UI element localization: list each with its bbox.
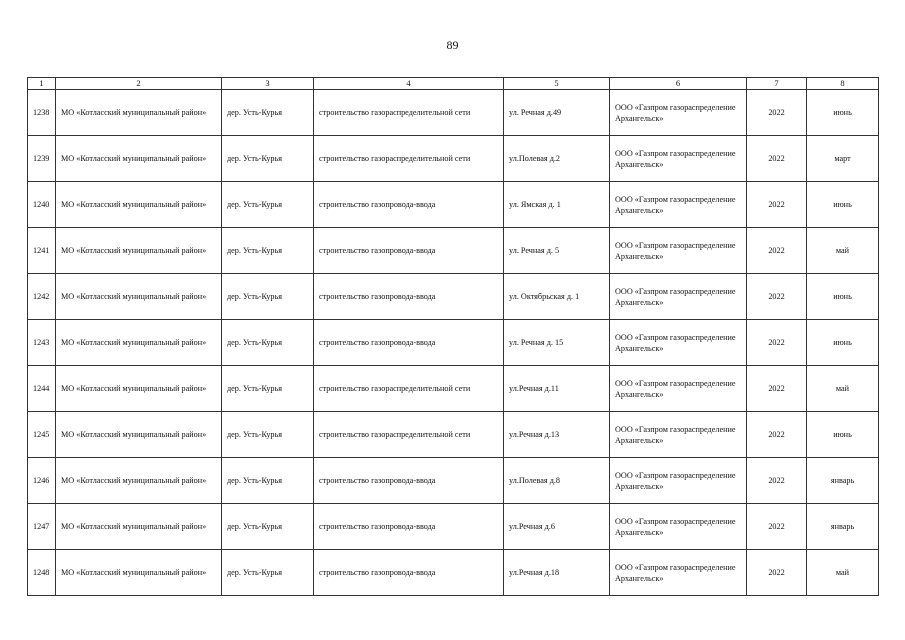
month-cell: май	[807, 366, 879, 412]
settlement-cell: дер. Усть-Курья	[222, 90, 314, 136]
row-number: 1244	[28, 366, 56, 412]
work-type-cell: строительство газораспределительной сети	[314, 366, 504, 412]
year-cell: 2022	[747, 90, 807, 136]
row-number: 1242	[28, 274, 56, 320]
work-type-cell: строительство газопровода-ввода	[314, 274, 504, 320]
work-type-cell: строительство газопровода-ввода	[314, 228, 504, 274]
register-table	[27, 77, 879, 596]
work-type-cell: строительство газопровода-ввода	[314, 550, 504, 596]
month-cell: январь	[807, 458, 879, 504]
table-row	[28, 228, 879, 274]
work-type-cell: строительство газораспределительной сети	[314, 136, 504, 182]
column-header: 2	[56, 78, 222, 90]
column-header: 6	[610, 78, 747, 90]
owner-cell: ООО «Газпром газораспределение Архангельск»	[610, 228, 747, 274]
table-row	[28, 90, 879, 136]
month-cell: март	[807, 136, 879, 182]
page-number: 89	[446, 38, 459, 52]
municipality-cell: МО «Котласский муниципальный район»	[56, 504, 222, 550]
row-number: 1239	[28, 136, 56, 182]
column-header: 8	[807, 78, 879, 90]
address-cell: ул. Речная д.49	[504, 90, 610, 136]
row-number: 1245	[28, 412, 56, 458]
column-header: 3	[222, 78, 314, 90]
owner-cell: ООО «Газпром газораспределение Архангельск»	[610, 458, 747, 504]
header-row	[28, 78, 879, 90]
month-cell: июнь	[807, 320, 879, 366]
municipality-cell: МО «Котласский муниципальный район»	[56, 320, 222, 366]
table-row	[28, 366, 879, 412]
year-cell: 2022	[747, 182, 807, 228]
address-cell: ул. Ямская д. 1	[504, 182, 610, 228]
month-cell: июнь	[807, 182, 879, 228]
address-cell: ул.Речная д.11	[504, 366, 610, 412]
settlement-cell: дер. Усть-Курья	[222, 320, 314, 366]
municipality-cell: МО «Котласский муниципальный район»	[56, 228, 222, 274]
settlement-cell: дер. Усть-Курья	[222, 550, 314, 596]
settlement-cell: дер. Усть-Курья	[222, 458, 314, 504]
owner-cell: ООО «Газпром газораспределение Архангельск»	[610, 320, 747, 366]
column-header: 1	[28, 78, 56, 90]
year-cell: 2022	[747, 320, 807, 366]
municipality-cell: МО «Котласский муниципальный район»	[56, 412, 222, 458]
table-row	[28, 274, 879, 320]
work-type-cell: строительство газопровода-ввода	[314, 504, 504, 550]
work-type-cell: строительство газопровода-ввода	[314, 182, 504, 228]
month-cell: май	[807, 550, 879, 596]
owner-cell: ООО «Газпром газораспределение Архангельск»	[610, 182, 747, 228]
year-cell: 2022	[747, 366, 807, 412]
column-header: 7	[747, 78, 807, 90]
table-row	[28, 182, 879, 228]
municipality-cell: МО «Котласский муниципальный район»	[56, 136, 222, 182]
settlement-cell: дер. Усть-Курья	[222, 274, 314, 320]
municipality-cell: МО «Котласский муниципальный район»	[56, 90, 222, 136]
municipality-cell: МО «Котласский муниципальный район»	[56, 366, 222, 412]
address-cell: ул.Речная д.13	[504, 412, 610, 458]
month-cell: июнь	[807, 90, 879, 136]
settlement-cell: дер. Усть-Курья	[222, 366, 314, 412]
year-cell: 2022	[747, 412, 807, 458]
address-cell: ул. Октябрьская д. 1	[504, 274, 610, 320]
table-row	[28, 458, 879, 504]
year-cell: 2022	[747, 504, 807, 550]
row-number: 1243	[28, 320, 56, 366]
owner-cell: ООО «Газпром газораспределение Архангельск»	[610, 412, 747, 458]
address-cell: ул.Речная д.18	[504, 550, 610, 596]
address-cell: ул. Речная д. 5	[504, 228, 610, 274]
column-header: 4	[314, 78, 504, 90]
address-cell: ул.Полевая д.2	[504, 136, 610, 182]
month-cell: май	[807, 228, 879, 274]
settlement-cell: дер. Усть-Курья	[222, 228, 314, 274]
address-cell: ул.Речная д.6	[504, 504, 610, 550]
column-header: 5	[504, 78, 610, 90]
owner-cell: ООО «Газпром газораспределение Архангельск»	[610, 90, 747, 136]
row-number: 1238	[28, 90, 56, 136]
settlement-cell: дер. Усть-Курья	[222, 504, 314, 550]
work-type-cell: строительство газораспределительной сети	[314, 90, 504, 136]
owner-cell: ООО «Газпром газораспределение Архангельск»	[610, 504, 747, 550]
year-cell: 2022	[747, 274, 807, 320]
year-cell: 2022	[747, 136, 807, 182]
table-row	[28, 550, 879, 596]
month-cell: июнь	[807, 412, 879, 458]
table-row	[28, 504, 879, 550]
municipality-cell: МО «Котласский муниципальный район»	[56, 458, 222, 504]
owner-cell: ООО «Газпром газораспределение Архангельск»	[610, 550, 747, 596]
work-type-cell: строительство газопровода-ввода	[314, 320, 504, 366]
row-number: 1248	[28, 550, 56, 596]
owner-cell: ООО «Газпром газораспределение Архангельск»	[610, 274, 747, 320]
month-cell: июнь	[807, 274, 879, 320]
table-row	[28, 136, 879, 182]
table-row	[28, 412, 879, 458]
row-number: 1246	[28, 458, 56, 504]
owner-cell: ООО «Газпром газораспределение Архангельск»	[610, 366, 747, 412]
row-number: 1247	[28, 504, 56, 550]
year-cell: 2022	[747, 550, 807, 596]
address-cell: ул. Речная д. 15	[504, 320, 610, 366]
municipality-cell: МО «Котласский муниципальный район»	[56, 274, 222, 320]
row-number: 1241	[28, 228, 56, 274]
year-cell: 2022	[747, 228, 807, 274]
month-cell: январь	[807, 504, 879, 550]
year-cell: 2022	[747, 458, 807, 504]
work-type-cell: строительство газораспределительной сети	[314, 412, 504, 458]
settlement-cell: дер. Усть-Курья	[222, 182, 314, 228]
settlement-cell: дер. Усть-Курья	[222, 136, 314, 182]
row-number: 1240	[28, 182, 56, 228]
municipality-cell: МО «Котласский муниципальный район»	[56, 182, 222, 228]
table-row	[28, 320, 879, 366]
address-cell: ул.Полевая д.8	[504, 458, 610, 504]
work-type-cell: строительство газопровода-ввода	[314, 458, 504, 504]
municipality-cell: МО «Котласский муниципальный район»	[56, 550, 222, 596]
settlement-cell: дер. Усть-Курья	[222, 412, 314, 458]
owner-cell: ООО «Газпром газораспределение Архангельск»	[610, 136, 747, 182]
